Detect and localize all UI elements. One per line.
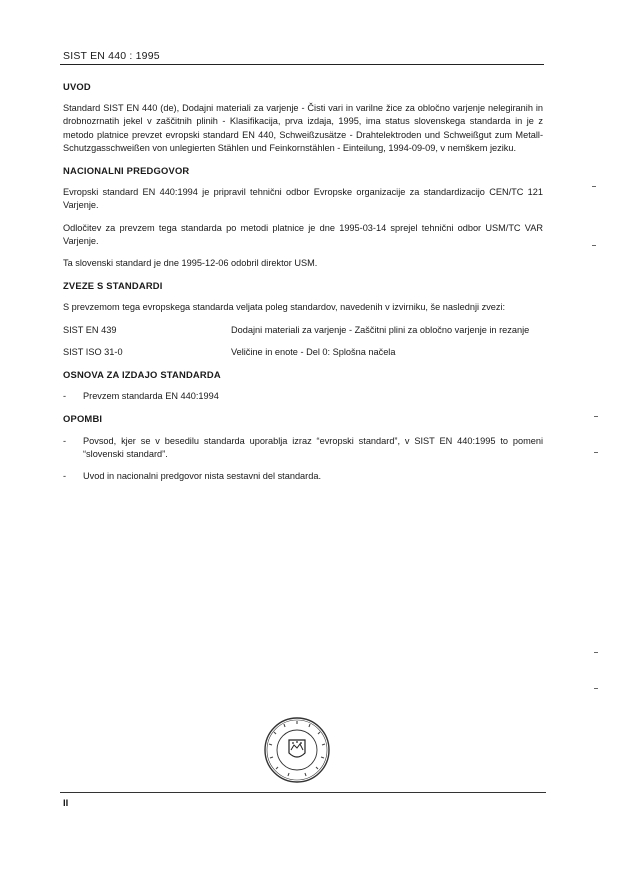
paragraph: Ta slovenski standard je dne 1995-12-06 odobril direktor USM. xyxy=(63,258,318,269)
header-title: SIST EN 440 : 1995 xyxy=(63,50,160,62)
scan-mark xyxy=(594,688,598,689)
list-item-text: Povsod, kjer se v besedilu standarda uporablja izraz “evropski standard”, v SIST EN 440:1995 to pomeni “slovenski standard”. xyxy=(83,435,543,459)
document-body xyxy=(63,80,543,492)
reference-row xyxy=(63,324,543,337)
list-item xyxy=(63,470,543,483)
section-heading: OPOMBI xyxy=(63,413,103,425)
list-item-text: Prevzem standarda EN 440:1994 xyxy=(83,391,219,402)
official-seal-icon xyxy=(262,715,332,785)
scan-mark xyxy=(594,652,598,653)
scan-mark xyxy=(594,416,598,417)
scan-mark xyxy=(592,186,596,187)
section-osnova xyxy=(63,368,543,403)
section-predgovor xyxy=(63,164,543,270)
list-item xyxy=(63,435,543,461)
list-dash: - xyxy=(63,391,67,402)
reference-code: SIST EN 439 xyxy=(63,324,117,335)
scan-mark xyxy=(592,245,596,246)
paragraph: Odločitev za prevzem tega standarda po metodi platnice je dne 1995-03-14 sprejel tehnični odbor USM/TC VAR Varjenje. xyxy=(63,222,543,246)
section-heading: ZVEZE S STANDARDI xyxy=(63,280,163,292)
list-item xyxy=(63,390,543,403)
reference-title: Veličine in enote - Del 0: Splošna načela xyxy=(231,346,396,357)
list-dash: - xyxy=(63,435,67,446)
list-item-text: Uvod in nacionalni predgovor nista sestavni del standarda. xyxy=(83,471,322,482)
reference-title: Dodajni materiali za varjenje - Zaščitni plini za obločno varjenje in rezanje xyxy=(231,324,530,335)
paragraph: Standard SIST EN 440 (de), Dodajni materiali za varjenje - Čisti vari in varilne žice za obločno varjenje nelegiranih in drobnozrnatih jekel v zaščitnih plinih - Klasifikacija, prva izdaja, 1995, ima status slovenskega standarda in je z metodo platnice prevzet evropski standard EN 440, Schweißzusätze - Drahtelektroden und Schweißgut zum Metall-Schutzgasschweißen von unlegierten Stählen und Feinkornstählen - Einteilung, 1994-09-09, v nemškem jeziku. xyxy=(63,103,543,153)
section-opombi xyxy=(63,412,543,483)
list-dash: - xyxy=(63,471,67,482)
section-zveze xyxy=(63,279,543,359)
section-heading: OSNOVA ZA IZDAJO STANDARDA xyxy=(63,369,221,381)
reference-row xyxy=(63,346,543,359)
section-heading: NACIONALNI PREDGOVOR xyxy=(63,165,190,177)
section-uvod xyxy=(63,80,543,155)
scan-mark xyxy=(594,452,598,453)
page-number: II xyxy=(63,798,69,809)
footer-rule xyxy=(60,792,546,793)
section-heading: UVOD xyxy=(63,81,91,92)
paragraph: S prevzemom tega evropskega standarda veljata poleg standardov, navedenih v izvirniku, še naslednji zvezi: xyxy=(63,302,506,313)
paragraph: Evropski standard EN 440:1994 je pripravil tehnični odbor Evropske organizacije za standardizacijo CEN/TC 121 Varjenje. xyxy=(63,187,543,211)
reference-code: SIST ISO 31-0 xyxy=(63,346,123,357)
header-rule xyxy=(60,64,544,65)
